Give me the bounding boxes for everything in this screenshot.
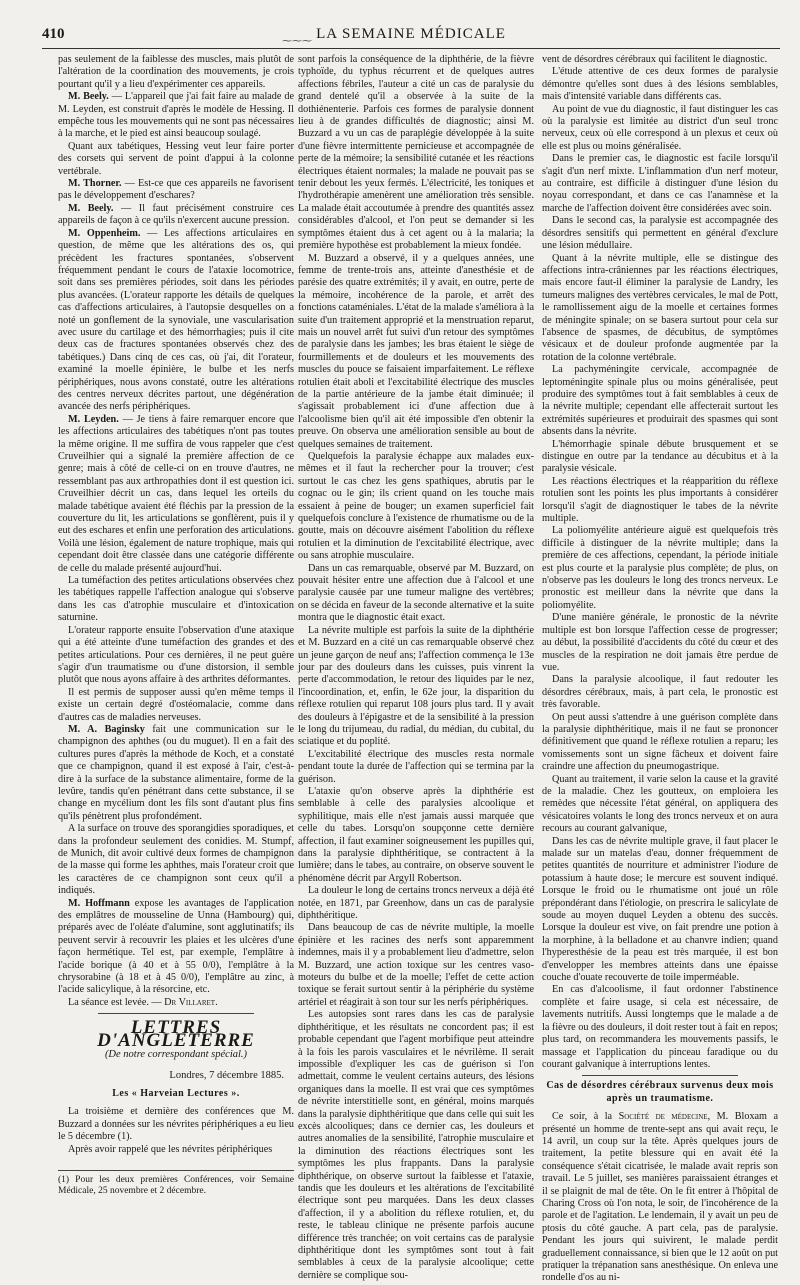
paragraph: Dans beaucoup de cas de névrite multiple, la moelle épinière et les racines des nerfs sont apparemment indemnes, mais il y a probablement lieu d'admettre, selon M. Buzzard, une action toxique sur les centres vaso-moteurs du bulbe et de la moelle; l'effet de cette action toxique se ferait surtout sentir à la périphérie du système artériel et réagirait à son tour sur les nerfs périphériques.: [298, 922, 534, 1008]
subsection-heading: Cas de désordres cérébraux survenus deux mois après un traumatisme.: [546, 1080, 774, 1104]
paragraph: [58, 203, 294, 228]
paragraph: [58, 997, 294, 1009]
paragraph: Il est permis de supposer aussi qu'en même temps il existe un certain degré d'ostéomalacie, comme dans d'autres cas de maladies nerveuses.: [58, 686, 294, 723]
paragraph: pas seulement de la faiblesse des muscles, mais plutôt de l'altération de la coordination des mouvements, je crois pourtant qu'il y a lieu d'expérimenter ces appareils.: [58, 54, 294, 90]
society-name: Société de médecine: [618, 1111, 708, 1123]
column-2: [298, 54, 534, 1281]
paragraph: L'hémorrhagie spinale débute brusquement et se distingue en outre par la tendance au décubitus et à la paralysie vésicale.: [542, 438, 778, 475]
paragraph: A la surface on trouve des sporangidies sporadiques, et dans la profondeur seulement des conidies. M. Stumpf, de Munich, dit avoir cultivé deux formes de champignon de la masse qui forme les aphthes, mais l'orateur croit que les caractères de ce champignon sont ceux qu'il a indiqués.: [58, 823, 294, 897]
speaker-name: M. Beely.: [68, 91, 109, 103]
journal-title: LA SEMAINE MÉDICALE: [316, 26, 506, 42]
closing-text: La séance est levée. — D: [68, 996, 172, 1008]
speaker-name: M. Thorner.: [68, 178, 122, 190]
text-run: , M. Bloxam a présenté un homme de trente-sept ans qui avait reçu, le 14 avril, un coup sur la tête. Après quelques jours de traitement, la petite blessure qui en avait été la conséquence s'était cicatrisée, le malade avait repris son travail. Le 5 juillet, ses manières paraissaient étranges et il se plaignit de mal de tête. On le fit entrer à l'hôpital de Charing Cross où l'on nota, le soir, de l'incohérence de la parole et de l'agitation. Le lendemain, il y avait un peu de ptosis du côté gauche. A part cela, pas de paralysie. Pendant les jours qui suivirent, le malade perdit graduellement connaissance, si bien que le 12 août on put pratiquer la trépanation sans anesthésique. On enleva une rondelle d'os au ni-: [542, 1111, 778, 1284]
paragraph: La douleur le long de certains troncs nerveux a déjà été notée, en 1871, par Greenhow, dans un cas de paralysie diphthéritique.: [298, 885, 534, 922]
paragraph: Après avoir rappelé que les névrites périphériques: [68, 1143, 273, 1155]
paragraph: [58, 91, 294, 141]
paragraph: [58, 724, 294, 823]
page-number: 410: [42, 26, 65, 42]
speech-text: — Est-ce que ces appareils ne favorisent pas le développement d'eschares?: [58, 178, 295, 202]
author-signature: r Villaret.: [171, 996, 218, 1008]
paragraph: Les réactions électriques et la réapparition du réflexe rotulien sont les points les plus importants à considérer lorsqu'il s'agit de diagnostiquer le tabes de la névrite multiple.: [542, 475, 778, 525]
paragraph: On peut aussi s'attendre à une guérison complète dans la paralysie diphthéritique, mais il ne faut se prononcer définitivement que quand le réflexe rotulien a reparu; les vomissements sont un signe fâcheux et doivent faire craindre une affection du pneumogastrique.: [542, 711, 778, 773]
speaker-name: M. A. Baginsky: [68, 723, 145, 735]
paragraph: [58, 898, 294, 997]
paragraph: La névrite multiple est parfois la suite de la diphthérie et M. Buzzard en a cité un cas remarquable observé chez un jeune garçon de neuf ans; l'affection commença le 13e jour par des douleurs dans les cuisses, puis vinrent la perte d'accommodation, le retour des liquides par le nez, l'incoordination, et, enfin, le 62e jour, la disparition du réflexe rotulien qui reparut 108 jours plus tard. Il y avait des douleurs à l'épigastre et de la sensibilité à la pression le long du trijumeau, du radial, du médian, du cubital, du sciatique et du poplité.: [298, 624, 534, 748]
paragraph: Dans le premier cas, le diagnostic est facile lorsqu'il s'agit d'un nerf mixte. L'inflammation d'un nerf moteur, au contraire, est difficile à distinguer d'une lésion du noyau correspondant, et dans ce cas l'anamnèse et la marche de l'affection doivent être considérées avec soin.: [542, 153, 778, 214]
speech-text: fait une communication sur le champignon des aphthes (ou du muguet). Il en a fait des cultures pures d'après la méthode de Koch, et a constaté que ce champignon, quand il est exposé à l'air, c'est-à-dire à la surface de la substance alimentaire, forme de la levûre, tandis qu'en pénétrant dans cette substance, il se change en mycélium dont les fils sont d'autant plus fins qu'ils pénètrent plus profondément.: [58, 723, 294, 822]
paragraph: L'orateur rapporte ensuite l'observation d'une ataxique qui a été atteinte d'une tuméfaction des grandes et des petites articulations. Pour ces dernières, il ne peut guère s'agir d'un traumatisme ou d'une distorsion, il semble plutôt que nous ayons affaire à des arthrites déformantes.: [58, 624, 294, 686]
paragraph: Dans les cas de névrite multiple grave, il faut placer le malade sur un matelas d'eau, donner fréquemment de petites quantités de nourriture et administrer l'iodure de potassium à haute dose; le mercure est souvent indiqué. Lorsque le froid ou le rhumatisme ont joué un rôle prépondérant dans l'étiologie, on prescrira le salicylate de soude au moyen duquel Leyden a obtenu des succès. Lorsque la douleur est vive, on fait prendre une potion à la morphine, à la belladone et au chanvre indien; quand l'hyperesthésie de la peau est très marquée, il est bon d'envelopper les membres atteints dans une épaisse couche d'ouate recouverte de toile imperméable.: [542, 835, 778, 984]
speech-text: — Je tiens à faire remarquer encore que les affections articulaires des tabétiques n'ont pas toutes la même origine. Il me suffira de vous rappeler que c'est Cruveilhier qui a signalé la première affection de ce genre; mais à côté de celle-ci on en trouve d'autres, ne ressemblant pas aux arthropathies dont il est question ici. Cruveilhier décrit un cas, dans lequel les orteils du malade tabétique avaient été fléchis par la pression de la couverture du lit, les articulations se gonflèrent, puis il y eut des eschares et enfin une perforation des articulations. Voilà une lésion, également de nature trophique, mais qui cependant doit être classée dans une catégorie différente de celle du malade présenté aujourd'hui.: [58, 413, 294, 574]
paragraph: La tuméfaction des petites articulations observées chez les tabétiques rappelle l'affection analogue qui s'observe dans les cas d'atrophie musculaire et d'intoxication saturnine.: [58, 575, 294, 624]
paragraph: Dans la paralysie alcoolique, il faut redouter les désordres cérébraux, mais, à part cela, le pronostic est très favorable.: [542, 674, 778, 711]
column-3: [542, 54, 778, 1284]
section-title: LETTRES D'ANGLETERRE: [97, 1017, 255, 1051]
paragraph: [58, 228, 294, 414]
paragraph: sont parfois la conséquence de la diphthérie, de la fièvre typhoïde, du typhus récurrent et de quelques autres affections fébriles, l'auteur a cité un cas de paralysie du grand dentelé qu'il a observée à la suite de la dothiénenterie. Parfois ces formes de paralysie donnent lieu à de grandes difficultés de diagnostic; ainsi M. Buzzard a vu un cas de paraplégie développée à la suite d'une fièvre intermittente pernicieuse et accompagnée de perte de la mémoire; la sensibilité cutanée et les réactions électriques étaient normales; la malade ne pouvait pas se tenir debout les yeux fermés. L'électricité, les toniques et l'hydrothérapie amenèrent une amélioration très sensible. La malade était accoutumée à prendre des quantités assez considérables d'alcool, et l'on peut se demander si les symptômes étaient dus à cet agent ou à la malaria; la première hypothèse est probablement la mieux fondée.: [298, 54, 534, 252]
column-1: [58, 54, 295, 1196]
paragraph: [58, 178, 294, 203]
speaker-name: M. Beely.: [68, 202, 114, 214]
paragraph: La poliomyélite antérieure aiguë est quelquefois très difficile à distinguer de la névrite multiple; dans la première de ces affections, cependant, la période initiale est plus courte et la paralysie plus complète; de plus, on n'observe pas les douleurs le long des troncs nerveux. Le pronostic est meilleur dans la névrite que dans la poliomyélite.: [542, 525, 778, 611]
section-subtitle: (De notre correspondant spécial.): [104, 1049, 248, 1061]
paragraph: Au point de vue du diagnostic, il faut distinguer les cas où la paralysie est limitée au district d'un seul tronc nerveux, ceux où elle correspond à un plexus et ceux où elle est plus ou moins généralisée.: [542, 103, 778, 152]
paragraph: L'excitabilité électrique des muscles resta normale pendant toute la durée de l'affection qui se termina par la guérison.: [298, 748, 534, 785]
paragraph: Quant aux tabétiques, Hessing veut leur faire porter des corsets qui servent de point d'appui à la colonne vertébrale.: [58, 140, 294, 177]
speech-text: — Il faut précisément construire ces appareils de façon à ce qu'ils n'exercent aucune pression.: [58, 202, 294, 227]
paragraph: M. Buzzard a observé, il y a quelques années, une femme de trente-trois ans, atteinte d'anesthésie et de parésie des quatre extrémités; il y avait, en outre, perte de la mémoire, incohérence de la parole, et arrêt des fonctions cataméniales. L'état de la malade s'améliora à la suite d'un traitement approprié et la menstruation reparut, mais un nouvel arrêt fut suivi d'un retour des symptômes de paralysie dans les jambes; les bras étaient le siège de fourmillements et de douleurs et les mouvements des muscles du pouce se faisaient imparfaitement. Le réflexe rotulien était aboli et l'excitabilité électrique des muscles de la partie antérieure de la jambe était diminuée; il s'agissait probablement ici d'une affection due à l'alcoolisme bien qu'il ait été impossible d'en obtenir la preuve. On observa une amélioration sensible au bout de quelques semaines de traitement.: [298, 252, 534, 450]
paragraph: Quant au traitement, il varie selon la cause et la gravité de la maladie. Chez les goutteux, on emploiera les remèdes que nécessite l'état général, on appliquera des vésicatoires volants le long des troncs nerveux et on aura recours au courant galvanique,: [542, 773, 778, 835]
paragraph: [542, 1111, 778, 1285]
paragraph: Quant à la névrite multiple, elle se distingue des affections intra-crâniennes par les réactions électriques, mais encore faut-il éliminer la paralysie de Landry, les tumeurs malignes des vertèbres cervicales, le mal de Pott, le ramollissement aigu de la moelle et certaines formes de méningite spinale; on se basera surtout pour cela sur l'absence de spasmes, de décubitus, de symptômes vésicaux et de douleur profonde augmentée par la rotation de la colonne vertébrale.: [542, 252, 778, 363]
speaker-name: M. Leyden.: [68, 413, 119, 425]
paragraph: Les autopsies sont rares dans les cas de paralysie diphthéritique, et les résultats ne concordent pas; il est probable cependant que l'agent morbifique peut atteindre à la fois les parois vasculaires et le névrilème. Il serait impossible d'expliquer les cas de guérison si l'on admettait, comme le veulent certains auteurs, des lésions organiques dans la moelle. Il est vrai que ces symptômes de névrite interstitielle sont, en général, moins marqués dans la paralysie diphthéritique que dans celle qui suit les excès alcooliques; dans ce dernier cas, les douleurs et autres anomalies de la sensibilité, l'atrophie musculaire et la diminution des réactions électriques sont les symptômes les plus frappants. Dans la paralysie diphthérique, on observe surtout la faiblesse et l'ataxie, tandis que les douleurs et les altérations de l'excitabilité électrique sont peu marquées. Dans les deux classes d'affection, il y a abolition du réflexe rotulien, et, du reste, le tableau clinique ne présente parfois aucune différence très tranchée; on voit certains cas de paralysie diphthéritique dont les symptômes sont tout à fait semblables à ceux de la paralysie alcoolique; cette dernière se complique sou-: [298, 1009, 534, 1281]
footnote: (1) Pour les deux premières Conférences, voir Semaine Médicale, 25 novembre et 2 décembre.: [58, 1170, 294, 1197]
page-header: [42, 24, 780, 49]
paragraph: En cas d'alcoolisme, il faut ordonner l'abstinence complète et faire usage, si cela est nécessaire, de lavements nutritifs. Aussi longtemps que le malade a de la fièvre ou des douleurs, il doit rester tout à fait en repos; plus tard, on recommandera les mouvements passifs, le massage et l'application du pinceau faradique ou du courant galvanique à interruptions lentes.: [542, 984, 778, 1070]
text-run: Ce soir, à la: [552, 1111, 619, 1123]
paragraph: La pachyméningite cervicale, accompagnée de leptoméningite spinale plus ou moins généralisée, peut produire des symptômes tout à fait semblables à ceux de la névrite multiple; cependant elle affecterait surtout les extrémités supérieures et produirait des spasmes qui sont absents dans la névrite.: [542, 364, 778, 438]
speech-text: expose les avantages de l'application des emplâtres de mousseline de Unna (Hambourg) qui, préparés avec de l'oléate d'alumine, sont agglutinatifs; ils peuvent servir à recouvrir les plaies et les ulcères d'une façon hermétique. Tel est, par exemple, l'emplâtre à l'acide borique (à 40 et à 55 0/0), l'emplâtre à la chrysorabine (à 18 et à 45 0/0), l'emplâtre au zinc, à l'acide salicylique, à la résorcine, etc.: [58, 897, 294, 996]
paragraph: vent de désordres cérébraux qui facilitent le diagnostic.: [542, 54, 768, 65]
paragraph: Dans le second cas, la paralysie est accompagnée des désordres sensitifs qui permettent en général d'exclure une lésion médullaire.: [542, 215, 778, 252]
dateline: Londres, 7 décembre 1885.: [169, 1069, 284, 1081]
speech-text: — Les affections articulaires en question, de même que les altérations des os, qui précèdent les fractures spontanées, s'observent fréquemment pendant le cours de l'ataxie locomotrice, soit dans ses premières périodes, soit dans les périodes plus avancées. (L'orateur rapporte les détails de quelques cas d'affections articulaires, à l'autopsie desquelles on a noté un gonflement de la synoviale, une vascularisation avec usure du cartilage et des hémorrhagies; puis il cite deux cas de fractures spontanées observés chez des tabétiques.) Dans cinq de ces cas, où j'ai, dit l'orateur, examiné la moelle épinière, le bulbe et les nerfs périphériques, nous avons constaté, outre les altérations des centres nerveux décrites partout, une dégénération avancée des nerfs périphériques.: [58, 227, 294, 413]
paragraph: La troisième et dernière des conférences que M. Buzzard a données sur les névrites périphériques a eu lieu le 5 décembre (1).: [58, 1106, 294, 1143]
speaker-name: M. Oppenheim.: [68, 227, 141, 239]
header-ornament-icon: ⁓⁓⁓: [282, 36, 312, 47]
paragraph: Dans un cas remarquable, observé par M. Buzzard, on pouvait hésiter entre une affection due à l'alcool et une paralysie causée par une tumeur maligne des vertèbres; on se décida en faveur de la seconde alternative et la suite montra que le diagnostic était exact.: [298, 562, 534, 624]
paragraph: L'étude attentive de ces deux formes de paralysie démontre qu'elles sont dues à des lésions semblables, mais d'intensité variable dans différents cas.: [542, 66, 778, 103]
speaker-name: M. Hoffmann: [68, 897, 130, 909]
divider: [98, 1013, 254, 1014]
subsection-heading: Les « Harveian Lectures ».: [112, 1087, 240, 1099]
paragraph: D'une manière générale, le pronostic de la névrite multiple est bon lorsque l'affection cesse de progresser; au début, la possibilité d'accidents du côté du cœur et des muscles de la respiration ne doit jamais être perdue de vue.: [542, 612, 778, 673]
divider: [582, 1075, 738, 1076]
paragraph: [58, 414, 294, 575]
paragraph: L'ataxie qu'on observe après la diphthérie est semblable à celle des paralysies alcoolique et syphilitique, mais elle n'est jamais aussi marquée que celle du tabes. Lorsqu'on soupçonne cette dernière affection, il faut examiner soigneusement les pupilles qui, dans la paralysie diphthéritique, se contractent à la lumière; dans le tabes, au contraire, on observe souvent le phénomène décrit par Argyll Robertson.: [298, 785, 534, 884]
speech-text: — L'appareil que j'ai fait faire au malade de M. Leyden, est construit d'après le modèle de Hessing. Il empêche tous les mouvements qui ne sont pas nécessaires à la marche, et le pied est ainsi beaucoup soulagé.: [58, 91, 294, 140]
paragraph: Quelquefois la paralysie échappe aux malades eux-mêmes et il faut la rechercher pour la trouver; c'est surtout le cas chez les gens spathiques, abrutis par le cognac ou le gin; ils crient quand on les touche mais essaient à peine de bouger; un examen superficiel fait quelquefois conclure à l'existence de rhumatisme ou de la goutte, mais on découvre aisément l'abolition du réflexe rotulien et la diminution de l'excitabilité électrique, avec ou sans atrophie musculaire.: [298, 451, 534, 562]
